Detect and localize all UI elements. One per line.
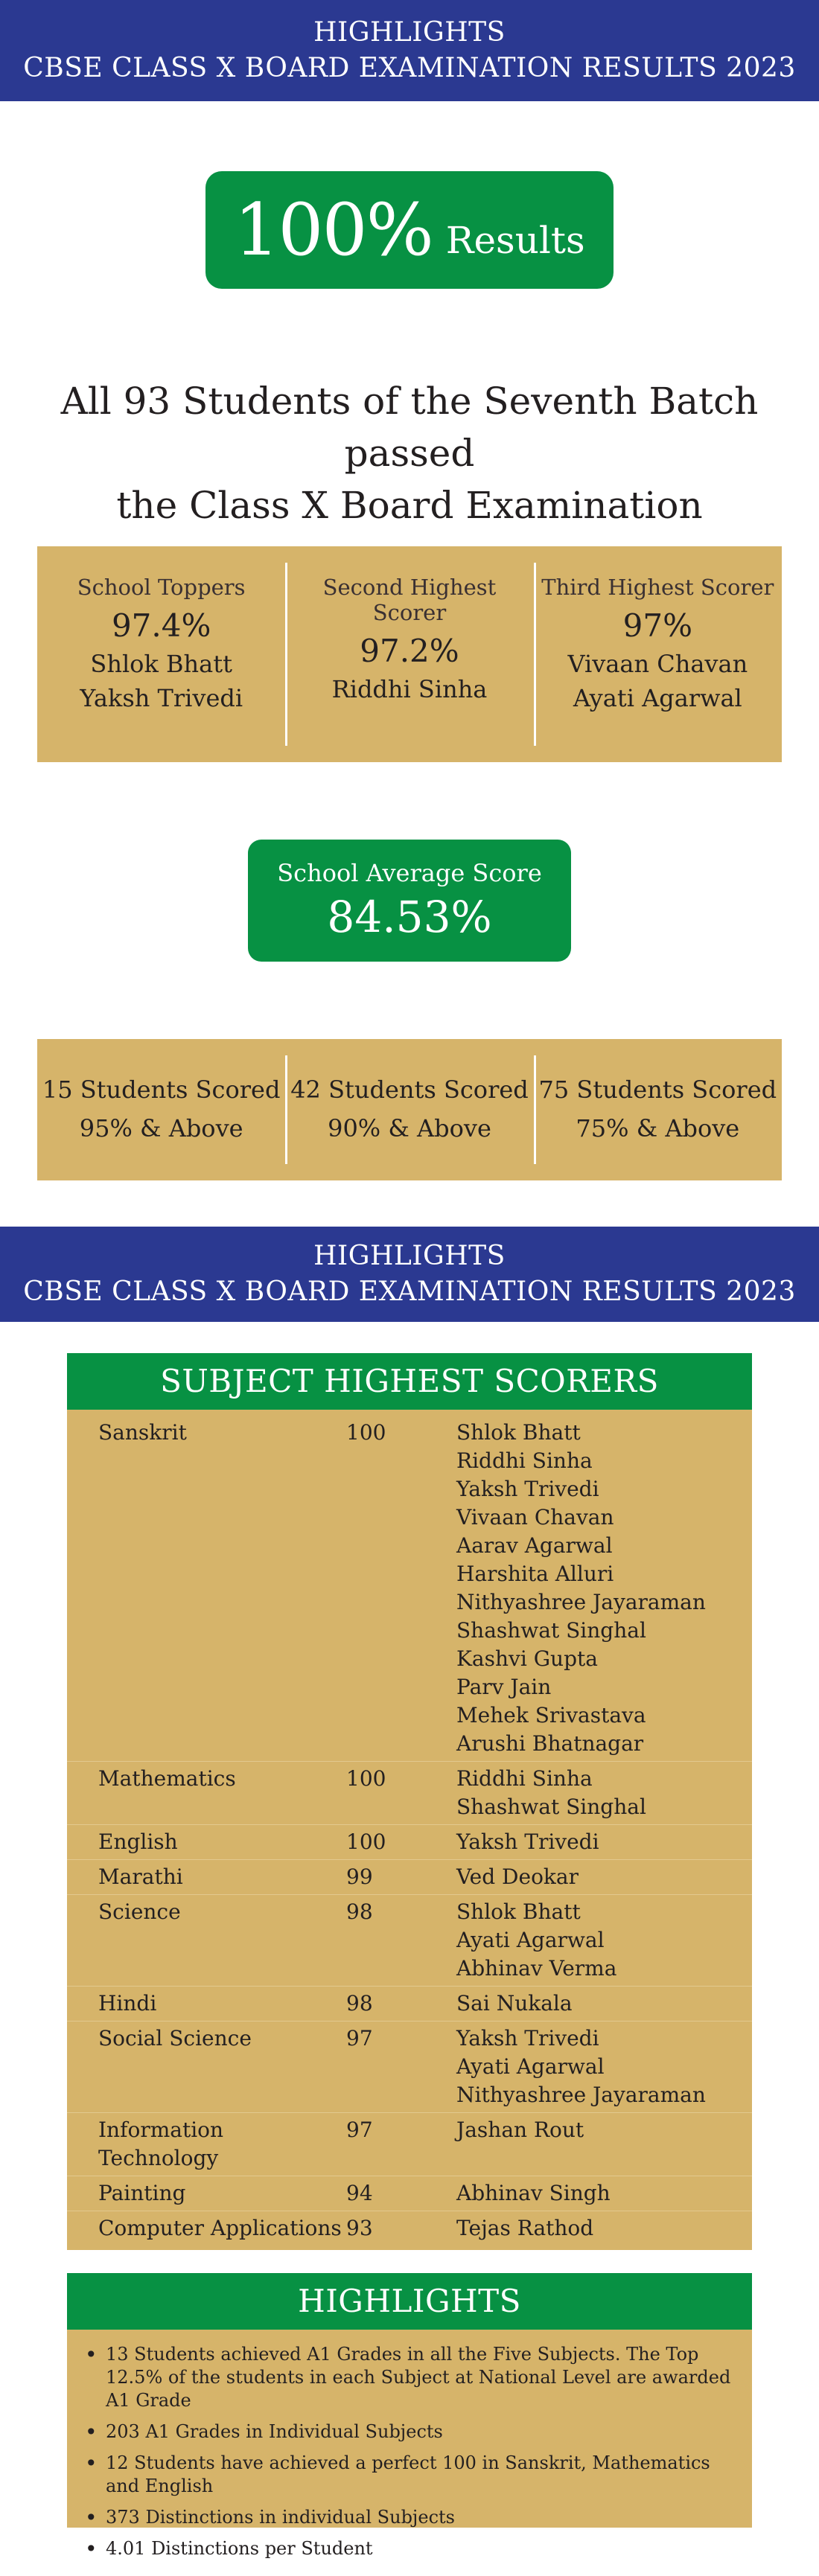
table-row xyxy=(67,2176,752,2211)
subject-score: 100 xyxy=(346,1762,456,1825)
scorer-name: Nithyashree Jayaraman xyxy=(456,1590,706,1614)
scorer-name: Vivaan Chavan xyxy=(456,1505,614,1530)
topper-card xyxy=(534,546,782,762)
band-count: 75 Students Scored xyxy=(538,1076,777,1104)
table-row xyxy=(67,1825,752,1860)
scorer-name: Sai Nukala xyxy=(456,1991,573,2016)
toppers-box xyxy=(37,546,782,762)
subject-name: Mathematics xyxy=(67,1762,346,1825)
scorer-name: Kashvi Gupta xyxy=(456,1646,598,1671)
table-row xyxy=(67,2113,752,2176)
scorer-name: Ved Deokar xyxy=(456,1864,579,1889)
topper-name: Ayati Agarwal xyxy=(573,684,742,712)
highlights-body xyxy=(67,2330,752,2559)
highlight-item: • 203 A1 Grades in Individual Subjects xyxy=(83,2420,737,2444)
scorer-name: Ayati Agarwal xyxy=(456,1928,605,1952)
scorer-name: Yaksh Trivedi xyxy=(456,1477,599,1501)
band-threshold: 90% & Above xyxy=(328,1114,491,1142)
rank-score: 97.2% xyxy=(360,633,459,669)
subject-name: Painting xyxy=(67,2176,346,2211)
scorer-name: Nithyashree Jayaraman xyxy=(456,2083,706,2107)
scorer-name: Jashan Rout xyxy=(456,2118,584,2142)
table-row xyxy=(67,1416,752,1762)
score-bands-box xyxy=(37,1039,782,1180)
rank-score: 97.4% xyxy=(111,607,211,644)
scorer-name: Yaksh Trivedi xyxy=(456,2026,599,2051)
rank-label: School Toppers xyxy=(77,575,246,600)
subject-scorers-panel xyxy=(67,1353,752,2250)
scorer-name: Abhinav Singh xyxy=(456,2181,611,2205)
subject-score: 100 xyxy=(346,1825,456,1860)
highlight-item: • 4.01 Distinctions per Student xyxy=(83,2537,737,2560)
scorer-name: Riddhi Sinha xyxy=(456,1448,593,1473)
scorer-names xyxy=(456,1762,752,1825)
scorer-name: Tejas Rathod xyxy=(456,2216,594,2240)
banner-title: HIGHLIGHTS xyxy=(313,17,506,48)
subject-name: Marathi xyxy=(67,1860,346,1895)
scorer-names xyxy=(456,1825,752,1860)
scorer-names xyxy=(456,2113,752,2176)
scorer-name: Shashwat Singhal xyxy=(456,1794,646,1819)
results-number: 100% xyxy=(234,188,433,272)
subject-name: Hindi xyxy=(67,1987,346,2022)
subject-score: 97 xyxy=(346,2113,456,2176)
score-band xyxy=(534,1039,782,1180)
subject-scorers-body xyxy=(67,1410,752,2250)
scorer-name: Parv Jain xyxy=(456,1675,552,1699)
scorer-name: Shlok Bhatt xyxy=(456,1899,581,1924)
subject-score: 98 xyxy=(346,1987,456,2022)
subject-name: Science xyxy=(67,1895,346,1987)
scorer-names xyxy=(456,2022,752,2113)
scorer-name: Arushi Bhatnagar xyxy=(456,1731,644,1756)
scorer-names xyxy=(456,1987,752,2022)
subject-scorers-table xyxy=(67,1416,752,2246)
scorer-name: Harshita Alluri xyxy=(456,1562,614,1586)
highlight-item: • 13 Students achieved A1 Grades in all the Five Subjects. The Top 12.5% of the students in each Subject at National Level are awarded A1 Grade xyxy=(83,2343,737,2412)
scorer-names xyxy=(456,2211,752,2246)
scorer-name: Aarav Agarwal xyxy=(456,1533,613,1558)
scorer-names xyxy=(456,1416,752,1762)
headline-line-1: All 93 Students of the Seventh Batch passed xyxy=(60,380,759,475)
rank-label: Second Highest Scorer xyxy=(322,575,497,625)
table-row xyxy=(67,1987,752,2022)
results-badge xyxy=(205,171,614,289)
band-count: 42 Students Scored xyxy=(290,1076,529,1104)
subject-name: Computer Applications xyxy=(67,2211,346,2246)
table-row xyxy=(67,1895,752,1987)
subject-score: 98 xyxy=(346,1895,456,1987)
subject-name: Social Science xyxy=(67,2022,346,2113)
topper-card xyxy=(37,546,285,762)
rank-score: 97% xyxy=(622,607,692,644)
highlights-panel xyxy=(67,2273,752,2559)
subject-name: Sanskrit xyxy=(98,1420,187,1445)
banner-subtitle: CBSE CLASS X BOARD EXAMINATION RESULTS 2023 xyxy=(23,53,796,83)
headline-line-2: the Class X Board Examination xyxy=(116,484,703,527)
topper-card xyxy=(285,546,533,762)
score-band xyxy=(37,1039,285,1180)
highlight-item: • 12 Students have achieved a perfect 100 in Sanskrit, Mathematics and English xyxy=(83,2452,737,2498)
banner-subtitle: CBSE CLASS X BOARD EXAMINATION RESULTS 2023 xyxy=(23,1276,796,1307)
topper-name: Vivaan Chavan xyxy=(567,650,748,678)
band-count: 15 Students Scored xyxy=(42,1076,281,1104)
scorer-names xyxy=(456,1895,752,1987)
highlights-title: HIGHLIGHTS xyxy=(67,2273,752,2330)
subject-score: 93 xyxy=(346,2211,456,2246)
subject-name: Information Technology xyxy=(67,2113,346,2176)
band-threshold: 95% & Above xyxy=(79,1114,243,1142)
mid-banner xyxy=(0,1227,819,1322)
topper-name: Yaksh Trivedi xyxy=(80,684,243,712)
scorer-names xyxy=(456,2176,752,2211)
highlights-list xyxy=(67,2330,752,2576)
subject-score: 100 xyxy=(346,1420,386,1445)
band-threshold: 75% & Above xyxy=(576,1114,740,1142)
rank-label: Third Highest Scorer xyxy=(541,575,774,600)
scorer-names xyxy=(456,1860,752,1895)
subject-score: 94 xyxy=(346,2176,456,2211)
table-row xyxy=(67,1860,752,1895)
scorer-name: Ayati Agarwal xyxy=(456,2054,605,2079)
subject-score: 99 xyxy=(346,1860,456,1895)
scorer-name: Shashwat Singhal xyxy=(456,1618,646,1643)
table-row xyxy=(67,2211,752,2246)
topper-name: Shlok Bhatt xyxy=(90,650,232,678)
subject-scorers-title: SUBJECT HIGHEST SCORERS xyxy=(67,1353,752,1410)
average-score-badge xyxy=(248,840,571,962)
average-label: School Average Score xyxy=(277,859,542,887)
score-band xyxy=(285,1039,533,1180)
top-banner xyxy=(0,0,819,101)
highlight-item: • 373 Distinctions in individual Subjects xyxy=(83,2506,737,2529)
subject-name: English xyxy=(67,1825,346,1860)
pass-headline xyxy=(0,375,819,531)
results-word: Results xyxy=(445,219,585,262)
scorer-name: Shlok Bhatt xyxy=(456,1420,581,1445)
subject-score: 97 xyxy=(346,2022,456,2113)
table-row xyxy=(67,1762,752,1825)
scorer-name: Riddhi Sinha xyxy=(456,1766,593,1791)
banner-title: HIGHLIGHTS xyxy=(313,1241,506,1271)
scorer-name: Abhinav Verma xyxy=(456,1956,617,1981)
average-value: 84.53% xyxy=(327,892,492,942)
table-row xyxy=(67,2022,752,2113)
topper-name: Riddhi Sinha xyxy=(331,675,488,703)
scorer-name: Mehek Srivastava xyxy=(456,1703,646,1728)
scorer-name: Yaksh Trivedi xyxy=(456,1829,599,1854)
